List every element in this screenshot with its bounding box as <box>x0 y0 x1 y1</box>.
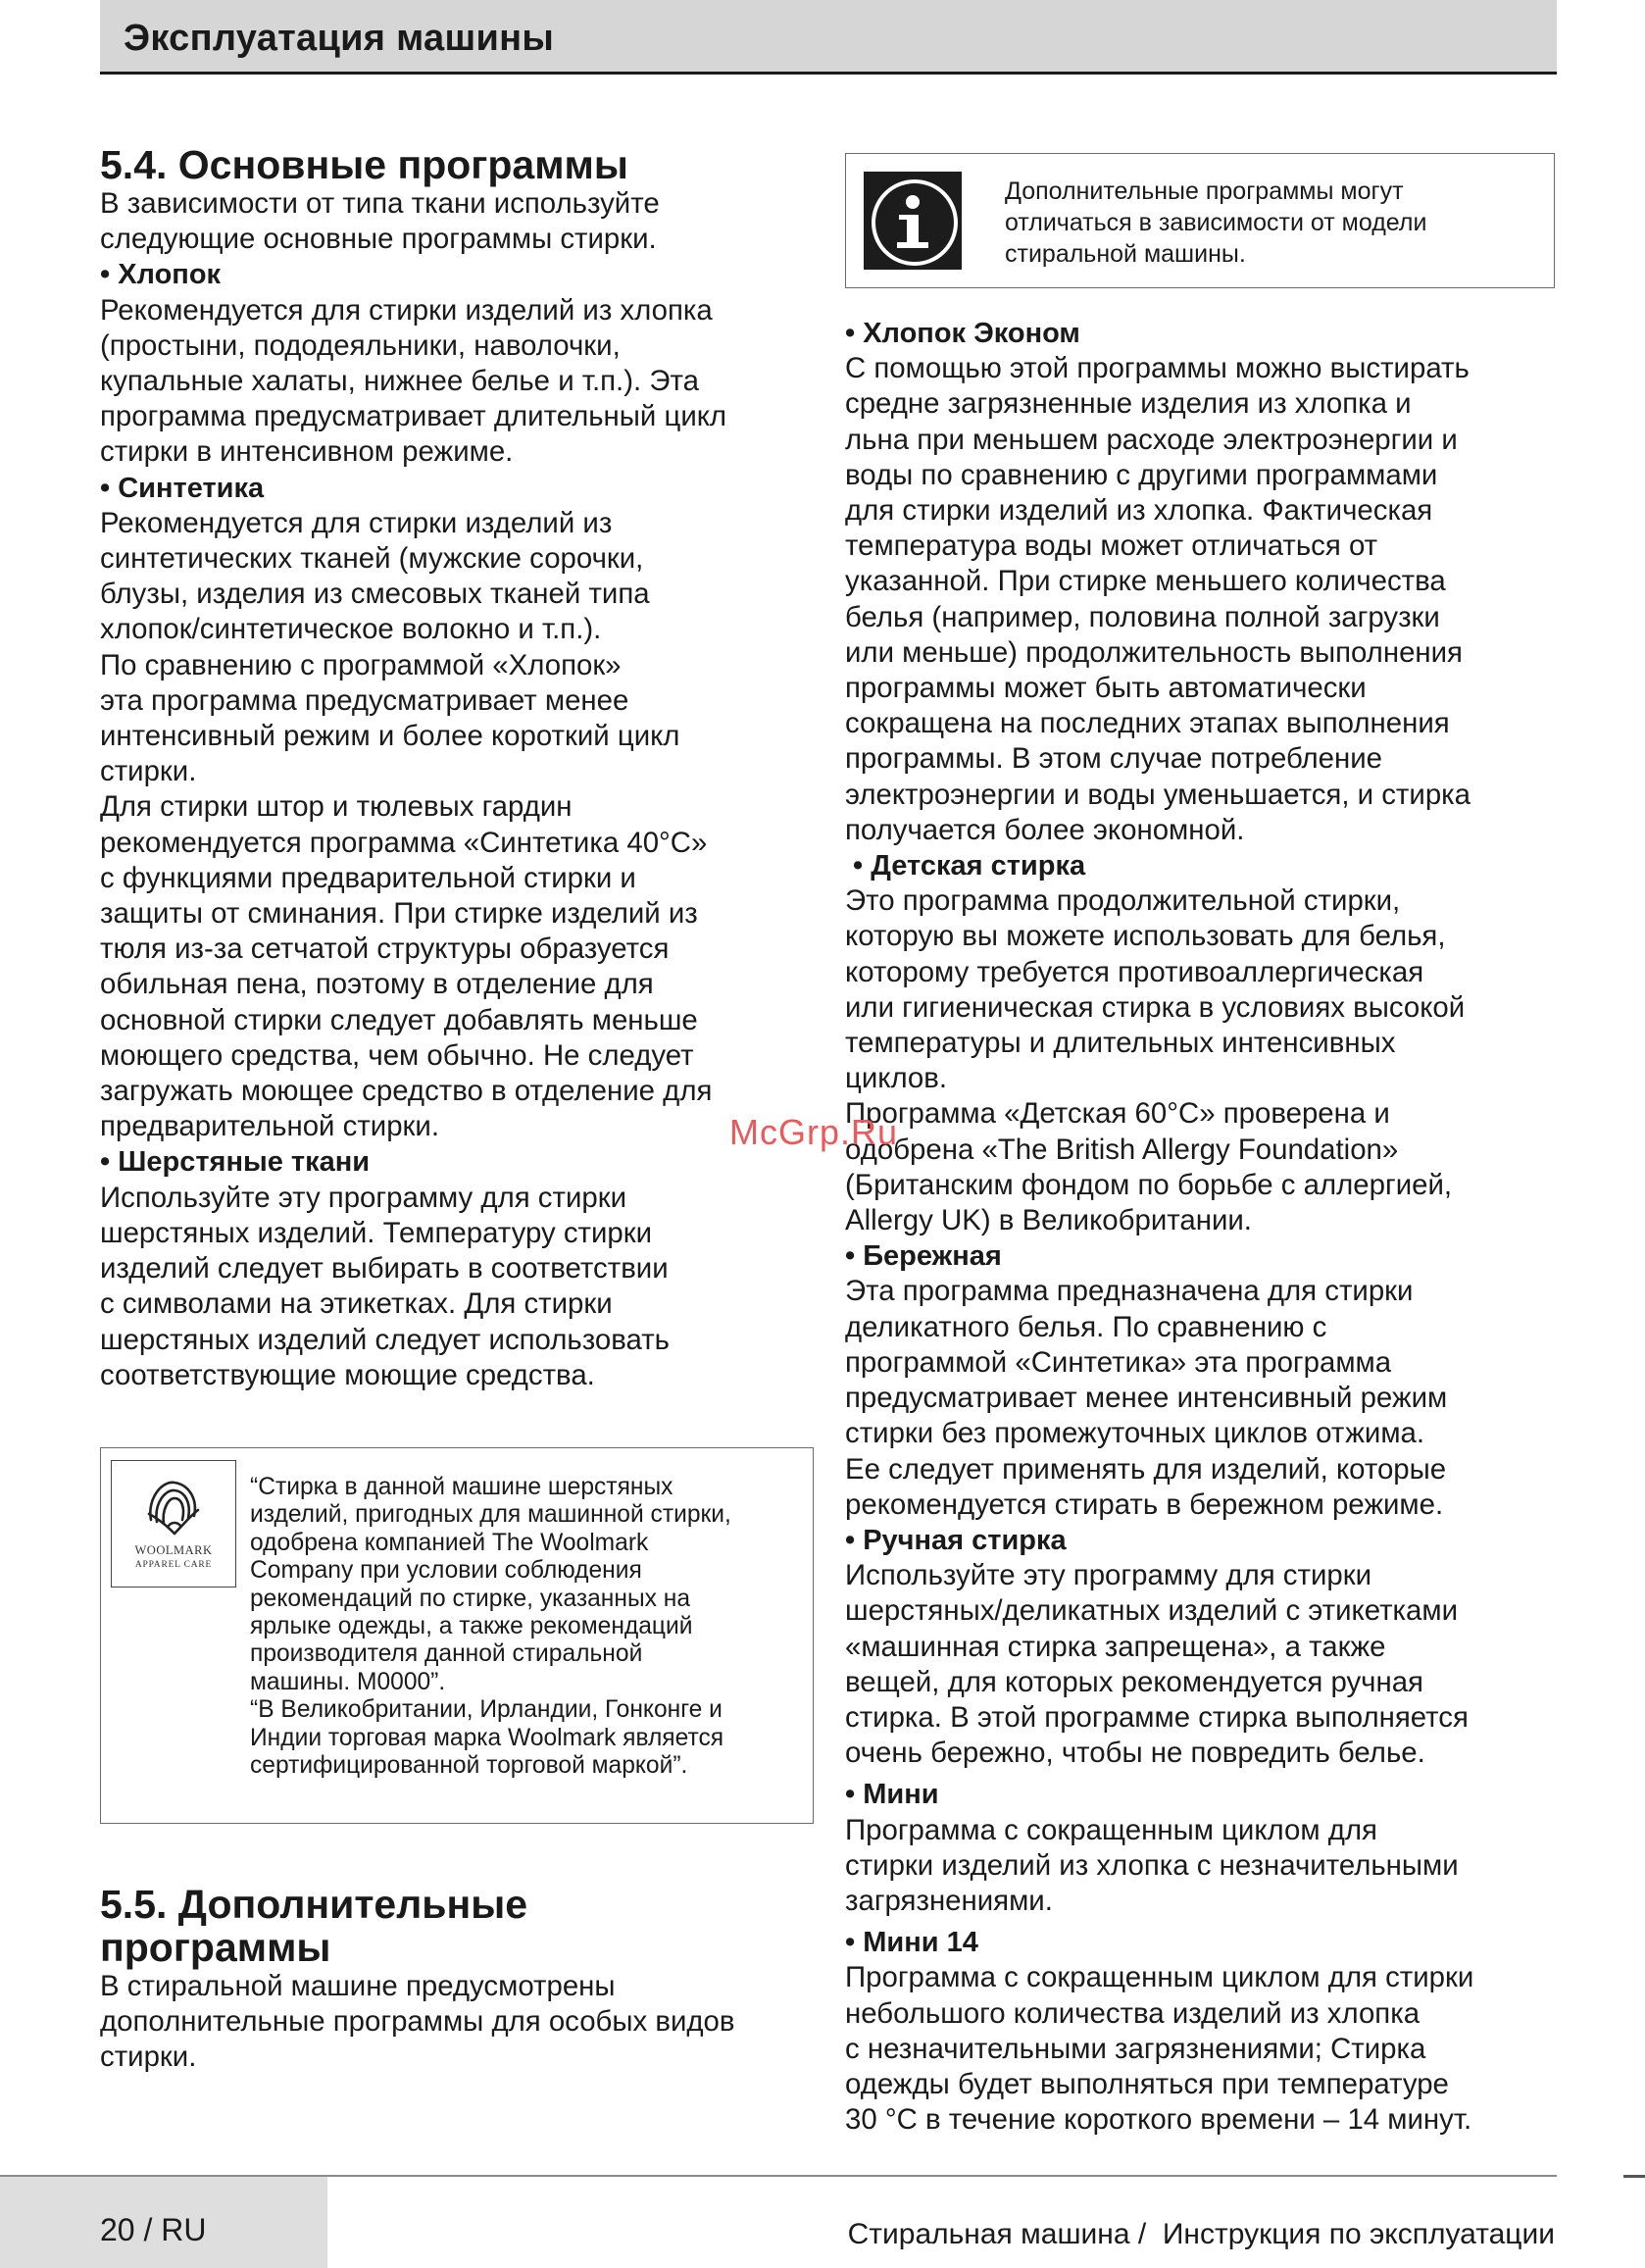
text-line: изделий, пригодных для машинной стирки, <box>250 1501 731 1529</box>
text-line: Дополнительные программы могут <box>1005 177 1404 205</box>
text-line: воды по сравнению с другими программами <box>845 458 1438 491</box>
text-line: производителя данной стиральной <box>250 1640 643 1668</box>
text-line: загружать моющее средство в отделение для <box>100 1075 713 1108</box>
text-line: Используйте эту программу для стирки <box>100 1181 626 1214</box>
wool-title: • Шерстяные ткани <box>100 1146 371 1179</box>
text-line: электроэнергии и воды уменьшается, и стирка <box>845 778 1471 811</box>
text-line: стирки в интенсивном режиме. <box>100 435 514 469</box>
baby-wash-title: • Детская стирка <box>845 850 1086 882</box>
text-line: которому требуется противоаллергическая <box>845 955 1424 988</box>
text-line: 30 °C в течение короткого времени – 14 минут. <box>845 2103 1472 2137</box>
mini-14-title: • Мини 14 <box>845 1927 978 1959</box>
text-line: моющего средства, чем обычно. Не следует <box>100 1038 694 1072</box>
text-line: В зависимости от типа ткани используйте <box>100 187 660 220</box>
text-line: программы. В этом случае потребление <box>845 742 1383 776</box>
text-line: небольшого количества изделий из хлопка <box>845 1996 1421 2030</box>
gentle-text <box>845 1274 1557 1522</box>
page-header <box>100 0 1557 75</box>
woolmark-word: WOOLMARK <box>134 1543 213 1557</box>
text-line: температуры и длительных интенсивных <box>845 1027 1396 1060</box>
footer-page-block <box>0 2177 327 2268</box>
text-line: с незначительными загрязнениями; Стирка <box>845 2032 1426 2065</box>
text-line: следующие основные программы стирки. <box>100 223 657 256</box>
text-line: Company при условии соблюдения <box>250 1557 642 1585</box>
text-line: С помощью этой программы можно выстирать <box>845 352 1470 385</box>
text-line: тюля из-за сетчатой структуры образуется <box>100 932 670 966</box>
mini-14-text <box>845 1960 1557 2138</box>
text-line: указанной. При стирке меньшего количества <box>845 565 1446 598</box>
text-line: предусматривает менее интенсивный режим <box>845 1382 1448 1415</box>
text-line: рекомендуется программа «Синтетика 40°C» <box>100 826 708 859</box>
wool-text <box>100 1181 806 1393</box>
text-line: стирки изделий из хлопка с незначительными <box>845 1848 1459 1882</box>
text-line: машины. M0000”. <box>250 1668 446 1695</box>
text-line: программа предусматривает длительный цикл <box>100 400 727 433</box>
text-line: стирки. <box>100 755 197 788</box>
text-line: (Британским фондом по борьбе с аллергией, <box>845 1168 1453 1201</box>
text-line: соответствующие моющие средства. <box>100 1358 595 1391</box>
text-line: эта программа предусматривает менее <box>100 683 629 717</box>
page-number: 20 / RU <box>100 2212 207 2247</box>
woolmark-ball-icon <box>145 1475 202 1537</box>
text-line: шерстяных/деликатных изделий с этикетками <box>845 1594 1459 1628</box>
section-5-5-title-line: 5.5. Дополнительные <box>100 1882 528 1927</box>
text-line: Программа «Детская 60°C» проверена и <box>845 1097 1390 1131</box>
text-line: стиральной машины. <box>1005 240 1246 268</box>
synthetics-title: • Синтетика <box>100 472 265 504</box>
woolmark-note <box>250 1474 809 1780</box>
mini-text <box>845 1813 1557 1920</box>
text-line: температура воды может отличаться от <box>845 529 1378 563</box>
section-5-5-text <box>100 1969 806 2076</box>
cotton-eco-title: • Хлопок Эконом <box>845 318 1080 349</box>
text-line: деликатного белья. По сравнению с <box>845 1310 1327 1343</box>
hand-wash-text <box>845 1558 1557 1771</box>
synthetics-text <box>100 506 806 1145</box>
text-line: или меньше) продолжительность выполнения <box>845 635 1463 669</box>
text-line: Рекомендуется для стирки изделий из <box>100 506 613 539</box>
text-line: Используйте эту программу для стирки <box>845 1559 1371 1592</box>
cotton-title: • Хлопок <box>100 259 222 291</box>
text-line: загрязнениями. <box>845 1884 1053 1917</box>
text-line: очень бережно, чтобы не повредить белье. <box>845 1737 1425 1770</box>
text-line: стирка. В этой программе стирка выполняется <box>845 1700 1469 1734</box>
text-line: Программа с сокращенным циклом для стирки <box>845 1961 1474 1994</box>
section-5-4-title: 5.4. Основные программы <box>100 142 628 187</box>
info-note-box <box>845 153 1555 288</box>
text-line: Ее следует применять для изделий, которые <box>845 1452 1447 1486</box>
text-line: блузы, изделия из смесовых тканей типа <box>100 578 650 611</box>
text-line: “Стирка в данной машине шерстяных <box>250 1474 673 1500</box>
text-line: рекомендаций по стирке, указанных на <box>250 1585 691 1612</box>
text-line: получается более экономной. <box>845 813 1245 846</box>
text-line: циклов. <box>845 1062 948 1095</box>
info-icon <box>864 172 962 270</box>
text-line: синтетических тканей (мужские сорочки, <box>100 542 644 576</box>
woolmark-box <box>100 1447 814 1824</box>
text-line: Рекомендуется для стирки изделий из хлопка <box>100 293 713 327</box>
text-line: или гигиеническая стирка в условиях высокой <box>845 990 1466 1024</box>
edge-mark <box>1623 2175 1645 2178</box>
text-line: одобрена компанией The Woolmark <box>250 1529 649 1556</box>
text-line: программой «Синтетика» эта программа <box>845 1345 1392 1379</box>
text-line: стирки без промежуточных циклов отжима. <box>845 1417 1425 1450</box>
baby-wash-text <box>845 883 1557 1238</box>
text-line: (простыни, пододеяльники, наволочки, <box>100 328 621 362</box>
text-line: программы может быть автоматически <box>845 672 1367 705</box>
text-line: с функциями предварительной стирки и <box>100 861 636 894</box>
section-5-4-intro <box>100 186 806 257</box>
text-line: хлопок/синтетическое волокно и т.п.). <box>100 613 602 646</box>
text-line: купальные халаты, нижнее белье и т.п.). Эта <box>100 365 699 398</box>
right-column <box>845 316 1557 2138</box>
text-line: рекомендуется стирать в бережном режиме. <box>845 1487 1444 1521</box>
text-line: ярлыке одежды, а также рекомендаций <box>250 1613 693 1640</box>
text-line: для стирки изделий из хлопка. Фактическая <box>845 494 1433 528</box>
info-note-text <box>1005 176 1534 270</box>
text-line: одежды будет выполняться при температуре <box>845 2067 1449 2100</box>
text-line: По сравнению с программой «Хлопок» <box>100 648 622 681</box>
text-line: Это программа продолжительной стирки, <box>845 884 1401 918</box>
text-line: основной стирки следует добавлять меньше <box>100 1003 698 1036</box>
page-footer <box>0 2175 1645 2268</box>
text-line: с символами на этикетках. Для стирки <box>100 1287 613 1321</box>
text-line: которую вы можете использовать для белья, <box>845 920 1446 953</box>
woolmark-subword: APPAREL CARE <box>134 1560 213 1570</box>
text-line: изделий следует выбирать в соответствии <box>100 1252 669 1285</box>
text-line: вещей, для которых рекомендуется ручная <box>845 1665 1423 1698</box>
text-line: шерстяных изделий следует использовать <box>100 1323 670 1356</box>
text-line: льна при меньшем расходе электроэнергии и <box>845 423 1458 456</box>
hand-wash-title: • Ручная стирка <box>845 1524 1067 1556</box>
text-line: В стиральной машине предусмотрены <box>100 1970 616 2002</box>
text-line: средне загрязненные изделия из хлопка и <box>845 387 1412 421</box>
watermark: McGrp.Ru <box>729 1112 899 1152</box>
text-line: защиты от сминания. При стирке изделий из <box>100 897 698 931</box>
text-line: интенсивный режим и более короткий цикл <box>100 720 680 753</box>
header-title: Эксплуатация машины <box>124 18 555 59</box>
text-line: отличаться в зависимости от модели <box>1005 209 1427 236</box>
left-column <box>100 143 806 1393</box>
text-line: стирки. <box>100 2041 197 2074</box>
section-5-5-title-line: программы <box>100 1925 331 1970</box>
text-line: Эта программа предназначена для стирки <box>845 1275 1414 1308</box>
text-line: дополнительные программы для особых видов <box>100 2005 735 2039</box>
text-line: предварительной стирки. <box>100 1110 439 1143</box>
gentle-title: • Бережная <box>845 1240 1002 1273</box>
text-line: Для стирки штор и тюлевых гардин <box>100 790 573 824</box>
text-line: шерстяных изделий. Температуру стирки <box>100 1216 653 1249</box>
text-line: одобрена «The British Allergy Foundation» <box>845 1133 1399 1166</box>
text-line: сокращена на последних этапах выполнения <box>845 707 1450 740</box>
woolmark-logo <box>111 1460 236 1588</box>
text-line: Программа с сокращенным циклом для <box>845 1813 1377 1846</box>
footer-doc-title: Стиральная машина / Инструкция по эксплуатации <box>847 2218 1555 2250</box>
text-line: “В Великобритании, Ирландии, Гонконге и <box>250 1696 723 1724</box>
mini-title: • Мини <box>845 1779 939 1811</box>
text-line: Индии торговая марка Woolmark является <box>250 1724 724 1751</box>
text-line: белья (например, половина полной загрузки <box>845 600 1440 633</box>
text-line: обильная пена, поэтому в отделение для <box>100 968 654 1001</box>
section-5-5 <box>100 1883 806 2076</box>
text-line: «машинная стирка запрещена», а также <box>845 1630 1386 1663</box>
text-line: сертифицированной торговой маркой”. <box>250 1752 688 1780</box>
cotton-eco-text <box>845 351 1557 848</box>
text-line: Allergy UK) в Великобритании. <box>845 1204 1252 1237</box>
cotton-text <box>100 293 806 471</box>
